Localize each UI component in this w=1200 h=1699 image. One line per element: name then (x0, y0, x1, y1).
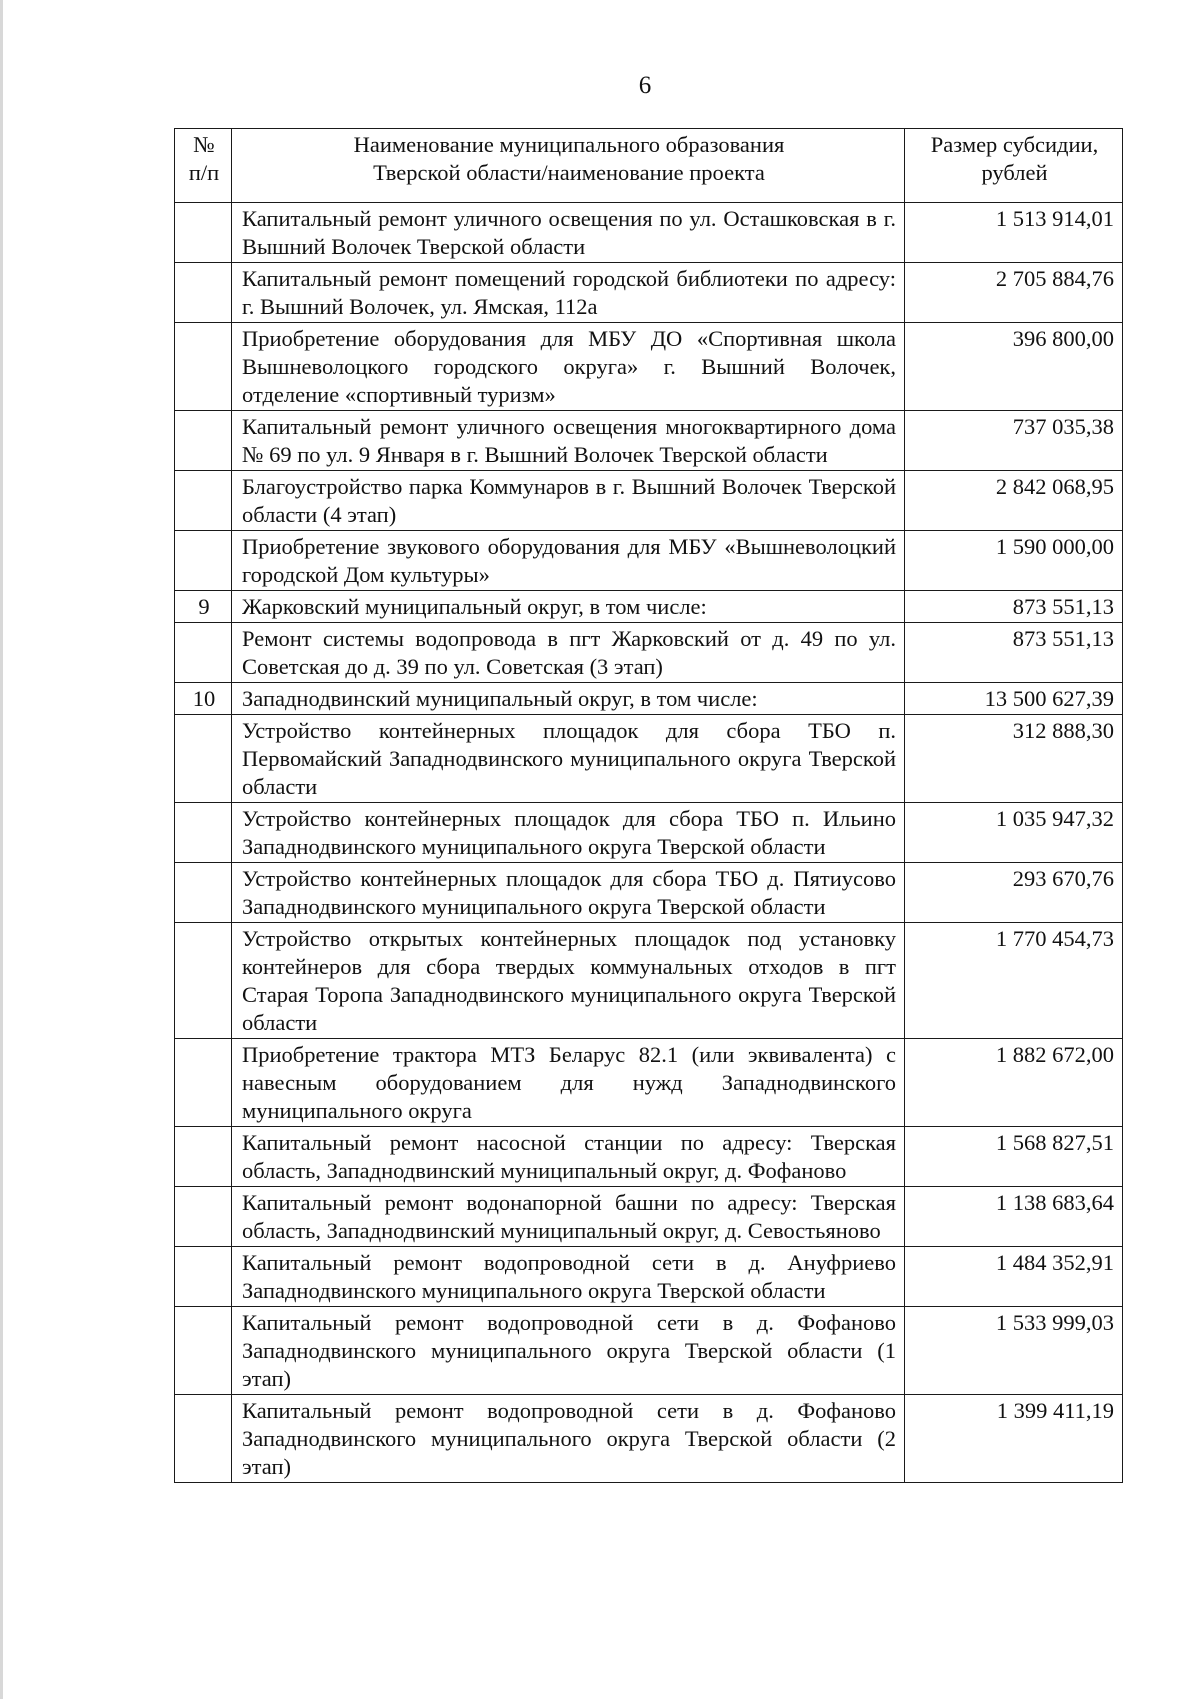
row-number-cell (175, 1187, 232, 1247)
row-amount-cell: 13 500 627,39 (905, 683, 1123, 715)
row-name-cell: Капитальный ремонт водопроводной сети в д. Фофаново Западнодвинского муниципального округа Тверской области (1 этап) (232, 1307, 905, 1395)
row-name-cell: Приобретение оборудования для МБУ ДО «Спортивная школа Вышневолоцкого городского округа» г. Вышний Волочек, отделение «спортивный туризм» (232, 323, 905, 411)
row-name-cell: Устройство открытых контейнерных площадок под установку контейнеров для сбора твердых коммунальных отходов в пгт Старая Торопа Западнодвинского муниципального округа Тверской области (232, 923, 905, 1039)
district-row (175, 591, 1123, 623)
project-row (175, 1127, 1123, 1187)
row-name-cell: Капитальный ремонт уличного освещения многоквартирного дома № 69 по ул. 9 Января в г. Вышний Волочек Тверской области (232, 411, 905, 471)
subsidy-table (174, 128, 1123, 1483)
row-amount-cell: 1 770 454,73 (905, 923, 1123, 1039)
row-name-cell: Приобретение звукового оборудования для МБУ «Вышневолоцкий городской Дом культуры» (232, 531, 905, 591)
project-row (175, 1307, 1123, 1395)
row-number-cell (175, 803, 232, 863)
row-amount-cell: 1 138 683,64 (905, 1187, 1123, 1247)
row-name-cell: Капитальный ремонт водопроводной сети в д. Фофаново Западнодвинского муниципального округа Тверской области (2 этап) (232, 1395, 905, 1483)
row-name-cell: Жарковский муниципальный округ, в том числе: (232, 591, 905, 623)
header-number-column (175, 129, 232, 203)
row-amount-cell: 1 590 000,00 (905, 531, 1123, 591)
row-number-cell (175, 623, 232, 683)
row-number-cell (175, 411, 232, 471)
row-amount-cell: 1 035 947,32 (905, 803, 1123, 863)
row-number-cell (175, 263, 232, 323)
table-header (175, 129, 1123, 203)
header-amount-column (905, 129, 1123, 203)
row-amount-cell: 1 568 827,51 (905, 1127, 1123, 1187)
table-body (175, 203, 1123, 1483)
project-row (175, 923, 1123, 1039)
header-number-line1: № (193, 132, 215, 157)
row-number-cell: 9 (175, 591, 232, 623)
project-row (175, 803, 1123, 863)
row-number-cell (175, 1127, 232, 1187)
row-name-cell: Благоустройство парка Коммунаров в г. Вышний Волочек Тверской области (4 этап) (232, 471, 905, 531)
header-amount-line2: рублей (981, 160, 1048, 185)
row-name-cell: Капитальный ремонт водонапорной башни по адресу: Тверская область, Западнодвинский муниципальный округ, д. Севостьяново (232, 1187, 905, 1247)
project-row (175, 323, 1123, 411)
project-row (175, 471, 1123, 531)
row-number-cell (175, 203, 232, 263)
row-name-cell: Устройство контейнерных площадок для сбора ТБО п. Ильино Западнодвинского муниципального округа Тверской области (232, 803, 905, 863)
project-row (175, 863, 1123, 923)
row-number-cell (175, 1395, 232, 1483)
project-row (175, 715, 1123, 803)
row-name-cell: Приобретение трактора МТЗ Беларус 82.1 (или эквивалента) с навесным оборудованием для нужд Западнодвинского муниципального округа (232, 1039, 905, 1127)
district-row (175, 683, 1123, 715)
project-row (175, 1395, 1123, 1483)
row-number-cell (175, 531, 232, 591)
page-edge (0, 0, 3, 1699)
header-name-line1: Наименование муниципального образования (353, 132, 785, 157)
project-row (175, 263, 1123, 323)
row-amount-cell: 873 551,13 (905, 623, 1123, 683)
project-row (175, 203, 1123, 263)
row-amount-cell: 2 842 068,95 (905, 471, 1123, 531)
page-number: 6 (638, 72, 652, 99)
row-amount-cell: 737 035,38 (905, 411, 1123, 471)
row-number-cell (175, 1247, 232, 1307)
row-number-cell (175, 1307, 232, 1395)
project-row (175, 411, 1123, 471)
row-amount-cell: 1 882 672,00 (905, 1039, 1123, 1127)
row-name-cell: Ремонт системы водопровода в пгт Жарковский от д. 49 по ул. Советская до д. 39 по ул. Советская (3 этап) (232, 623, 905, 683)
row-number-cell (175, 715, 232, 803)
row-number-cell (175, 323, 232, 411)
row-name-cell: Капитальный ремонт водопроводной сети в д. Ануфриево Западнодвинского муниципального округа Тверской области (232, 1247, 905, 1307)
row-number-cell (175, 471, 232, 531)
project-row (175, 623, 1123, 683)
row-amount-cell: 396 800,00 (905, 323, 1123, 411)
row-number-cell: 10 (175, 683, 232, 715)
row-name-cell: Капитальный ремонт помещений городской библиотеки по адресу: г. Вышний Волочек, ул. Ямская, 112а (232, 263, 905, 323)
project-row (175, 1039, 1123, 1127)
header-name-line2: Тверской области/наименование проекта (373, 160, 765, 185)
header-name-column (232, 129, 905, 203)
row-name-cell: Устройство контейнерных площадок для сбора ТБО д. Пятиусово Западнодвинского муниципального округа Тверской области (232, 863, 905, 923)
row-amount-cell: 312 888,30 (905, 715, 1123, 803)
project-row (175, 531, 1123, 591)
header-number-line2: п/п (188, 160, 220, 185)
row-amount-cell: 2 705 884,76 (905, 263, 1123, 323)
row-name-cell: Устройство контейнерных площадок для сбора ТБО п. Первомайский Западнодвинского муниципального округа Тверской области (232, 715, 905, 803)
header-amount-line1: Размер субсидии, (930, 132, 1099, 157)
row-amount-cell: 293 670,76 (905, 863, 1123, 923)
row-number-cell (175, 863, 232, 923)
row-amount-cell: 1 513 914,01 (905, 203, 1123, 263)
project-row (175, 1247, 1123, 1307)
row-amount-cell: 1 533 999,03 (905, 1307, 1123, 1395)
row-amount-cell: 873 551,13 (905, 591, 1123, 623)
row-amount-cell: 1 399 411,19 (905, 1395, 1123, 1483)
row-name-cell: Западнодвинский муниципальный округ, в том числе: (232, 683, 905, 715)
row-name-cell: Капитальный ремонт насосной станции по адресу: Тверская область, Западнодвинский муниципальный округ, д. Фофаново (232, 1127, 905, 1187)
row-amount-cell: 1 484 352,91 (905, 1247, 1123, 1307)
row-number-cell (175, 923, 232, 1039)
project-row (175, 1187, 1123, 1247)
row-number-cell (175, 1039, 232, 1127)
row-name-cell: Капитальный ремонт уличного освещения по ул. Осташковская в г. Вышний Волочек Тверской области (232, 203, 905, 263)
